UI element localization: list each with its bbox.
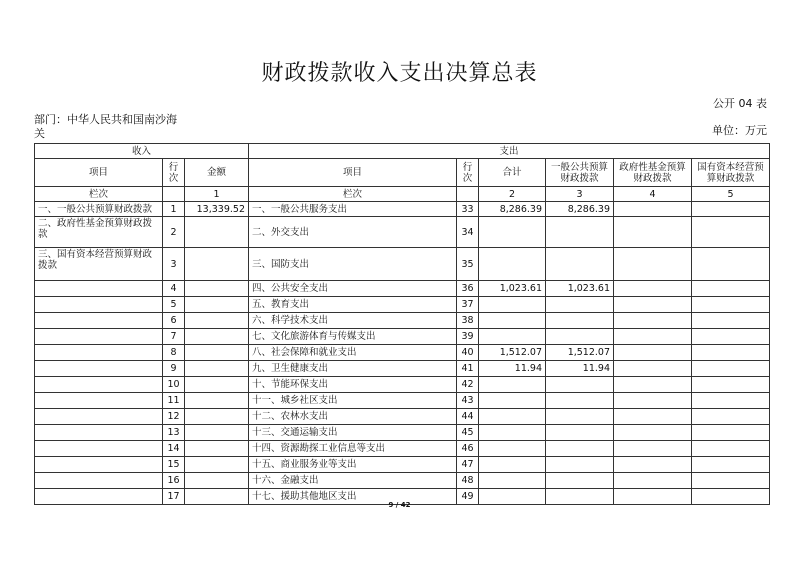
income-amount — [185, 457, 249, 473]
table-row — [35, 409, 770, 425]
income-row-no: 5 — [163, 297, 185, 313]
income-amount — [185, 281, 249, 297]
income-amount: 13,339.52 — [185, 202, 249, 217]
gov-fund-amount — [614, 425, 692, 441]
col-4: 4 — [614, 187, 692, 202]
expense-row-no-header: 行次 — [457, 159, 479, 187]
table-row — [35, 393, 770, 409]
general-budget-amount — [546, 409, 614, 425]
expense-item: 十二、农林水支出 — [249, 409, 457, 425]
income-item-header: 项目 — [35, 159, 163, 187]
income-item: 三、国有资本经营预算财政拨款 — [35, 248, 163, 281]
total-amount — [479, 297, 546, 313]
expense-row-no: 40 — [457, 345, 479, 361]
income-amount — [185, 313, 249, 329]
expense-item: 五、教育支出 — [249, 297, 457, 313]
expense-item: 十六、金融支出 — [249, 473, 457, 489]
income-item — [35, 457, 163, 473]
state-capital-amount — [692, 425, 770, 441]
expense-item: 二、外交支出 — [249, 217, 457, 248]
table-row — [35, 377, 770, 393]
gov-fund-amount — [614, 473, 692, 489]
expense-row-no: 49 — [457, 489, 479, 505]
general-budget-amount — [546, 425, 614, 441]
income-item — [35, 313, 163, 329]
income-item — [35, 409, 163, 425]
col-2: 2 — [479, 187, 546, 202]
table-row — [35, 345, 770, 361]
total-amount: 1,023.61 — [479, 281, 546, 297]
expense-item: 十四、资源勘探工业信息等支出 — [249, 441, 457, 457]
state-capital-amount — [692, 473, 770, 489]
income-amount — [185, 217, 249, 248]
expense-item: 七、文化旅游体育与传媒支出 — [249, 329, 457, 345]
income-row-no: 9 — [163, 361, 185, 377]
general-budget-amount — [546, 441, 614, 457]
expense-row-no: 46 — [457, 441, 479, 457]
table-row — [35, 425, 770, 441]
general-budget-amount — [546, 248, 614, 281]
income-item — [35, 345, 163, 361]
expense-item: 一、一般公共服务支出 — [249, 202, 457, 217]
income-row-no: 6 — [163, 313, 185, 329]
page-number: 9 / 42 — [388, 501, 411, 509]
income-item: 一、一般公共预算财政拨款 — [35, 202, 163, 217]
col-3: 3 — [546, 187, 614, 202]
gov-fund-amount — [614, 297, 692, 313]
gov-fund-amount — [614, 457, 692, 473]
expense-item-header: 项目 — [249, 159, 457, 187]
total-amount: 11.94 — [479, 361, 546, 377]
table-row — [35, 281, 770, 297]
expense-item: 九、卫生健康支出 — [249, 361, 457, 377]
income-item — [35, 281, 163, 297]
general-budget-amount — [546, 377, 614, 393]
state-capital-amount — [692, 441, 770, 457]
gov-fund-amount — [614, 329, 692, 345]
table-row — [35, 361, 770, 377]
state-capital-header: 国有资本经营预算财政拨款 — [692, 159, 770, 187]
expense-row-no: 47 — [457, 457, 479, 473]
income-row-no: 4 — [163, 281, 185, 297]
income-amount-header: 金额 — [185, 159, 249, 187]
general-budget-amount: 8,286.39 — [546, 202, 614, 217]
income-item — [35, 361, 163, 377]
table-row — [35, 329, 770, 345]
gov-fund-amount — [614, 217, 692, 248]
total-amount — [479, 441, 546, 457]
expense-item: 三、国防支出 — [249, 248, 457, 281]
col-blank — [163, 187, 185, 202]
expense-item: 八、社会保障和就业支出 — [249, 345, 457, 361]
state-capital-amount — [692, 409, 770, 425]
state-capital-amount — [692, 345, 770, 361]
expense-item: 十三、交通运输支出 — [249, 425, 457, 441]
total-amount — [479, 473, 546, 489]
expense-row-no: 41 — [457, 361, 479, 377]
gov-fund-amount — [614, 377, 692, 393]
income-item — [35, 473, 163, 489]
col-label: 栏次 — [35, 187, 163, 202]
expense-row-no: 34 — [457, 217, 479, 248]
state-capital-amount — [692, 393, 770, 409]
general-budget-amount: 1,512.07 — [546, 345, 614, 361]
expense-header: 支出 — [249, 144, 770, 159]
total-amount — [479, 248, 546, 281]
total-amount — [479, 377, 546, 393]
expense-row-no: 42 — [457, 377, 479, 393]
state-capital-amount — [692, 457, 770, 473]
income-row-no: 10 — [163, 377, 185, 393]
income-row-no: 12 — [163, 409, 185, 425]
total-amount — [479, 393, 546, 409]
income-item — [35, 329, 163, 345]
total-amount: 1,512.07 — [479, 345, 546, 361]
total-amount — [479, 409, 546, 425]
income-row-no: 16 — [163, 473, 185, 489]
state-capital-amount — [692, 297, 770, 313]
income-row-no: 13 — [163, 425, 185, 441]
income-item — [35, 377, 163, 393]
income-row-no: 8 — [163, 345, 185, 361]
income-amount — [185, 248, 249, 281]
income-row-no: 2 — [163, 217, 185, 248]
income-row-no: 3 — [163, 248, 185, 281]
expense-item: 四、公共安全支出 — [249, 281, 457, 297]
total-amount: 8,286.39 — [479, 202, 546, 217]
income-amount — [185, 425, 249, 441]
gov-fund-amount — [614, 409, 692, 425]
state-capital-amount — [692, 361, 770, 377]
income-amount — [185, 361, 249, 377]
income-row-no: 11 — [163, 393, 185, 409]
table-row — [35, 473, 770, 489]
unit-label: 单位：万元 — [712, 124, 767, 137]
general-budget-amount — [546, 393, 614, 409]
income-amount — [185, 345, 249, 361]
income-amount — [185, 393, 249, 409]
expense-row-no: 35 — [457, 248, 479, 281]
income-row-no: 17 — [163, 489, 185, 505]
expense-row-no: 37 — [457, 297, 479, 313]
expense-row-no: 45 — [457, 425, 479, 441]
income-amount — [185, 297, 249, 313]
total-amount — [479, 313, 546, 329]
table-row — [35, 457, 770, 473]
income-amount — [185, 473, 249, 489]
income-amount — [185, 441, 249, 457]
income-row-no: 1 — [163, 202, 185, 217]
general-budget-amount: 1,023.61 — [546, 281, 614, 297]
state-capital-amount — [692, 217, 770, 248]
general-budget-amount: 11.94 — [546, 361, 614, 377]
total-header: 合计 — [479, 159, 546, 187]
state-capital-amount — [692, 377, 770, 393]
page-title: 财政拨款收入支出决算总表 — [261, 61, 538, 86]
table-row — [35, 441, 770, 457]
income-header: 收入 — [35, 144, 249, 159]
table-row — [35, 313, 770, 329]
gov-fund-amount — [614, 281, 692, 297]
income-amount — [185, 329, 249, 345]
gov-fund-amount — [614, 361, 692, 377]
expense-row-no: 44 — [457, 409, 479, 425]
state-capital-amount — [692, 281, 770, 297]
income-amount — [185, 377, 249, 393]
fiscal-summary-table — [34, 143, 770, 505]
expense-item: 十、节能环保支出 — [249, 377, 457, 393]
general-budget-amount — [546, 457, 614, 473]
income-row-no: 14 — [163, 441, 185, 457]
table-row — [35, 217, 770, 248]
expense-item: 六、科学技术支出 — [249, 313, 457, 329]
expense-item: 十五、商业服务业等支出 — [249, 457, 457, 473]
income-item: 二、政府性基金预算财政拨款 — [35, 217, 163, 248]
general-budget-amount — [546, 217, 614, 248]
total-amount — [479, 425, 546, 441]
income-item — [35, 425, 163, 441]
expense-item: 十一、城乡社区支出 — [249, 393, 457, 409]
expense-row-no: 39 — [457, 329, 479, 345]
expense-row-no: 36 — [457, 281, 479, 297]
expense-row-no: 33 — [457, 202, 479, 217]
general-budget-amount — [546, 473, 614, 489]
gov-fund-amount — [614, 248, 692, 281]
general-budget-header: 一般公共预算财政拨款 — [546, 159, 614, 187]
income-row-no-header: 行次 — [163, 159, 185, 187]
state-capital-amount — [692, 248, 770, 281]
form-code: 公开 04 表 — [713, 97, 767, 110]
gov-fund-header: 政府性基金预算财政拨款 — [614, 159, 692, 187]
state-capital-amount — [692, 329, 770, 345]
general-budget-amount — [546, 329, 614, 345]
gov-fund-amount — [614, 202, 692, 217]
income-item — [35, 441, 163, 457]
gov-fund-amount — [614, 441, 692, 457]
col-5: 5 — [692, 187, 770, 202]
state-capital-amount — [692, 202, 770, 217]
income-item — [35, 297, 163, 313]
state-capital-amount — [692, 313, 770, 329]
expense-item: 十七、援助其他地区支出 — [249, 489, 457, 505]
department-label: 部门：中华人民共和国南沙海关 — [34, 113, 177, 140]
table-row — [35, 248, 770, 281]
gov-fund-amount — [614, 393, 692, 409]
col-1: 1 — [185, 187, 249, 202]
col-blank-2 — [457, 187, 479, 202]
col-label-2: 栏次 — [249, 187, 457, 202]
income-item — [35, 393, 163, 409]
table-row — [35, 202, 770, 217]
gov-fund-amount — [614, 345, 692, 361]
table-row — [35, 297, 770, 313]
expense-row-no: 38 — [457, 313, 479, 329]
expense-row-no: 43 — [457, 393, 479, 409]
income-row-no: 15 — [163, 457, 185, 473]
total-amount — [479, 329, 546, 345]
total-amount — [479, 457, 546, 473]
general-budget-amount — [546, 313, 614, 329]
general-budget-amount — [546, 297, 614, 313]
gov-fund-amount — [614, 313, 692, 329]
total-amount — [479, 217, 546, 248]
expense-row-no: 48 — [457, 473, 479, 489]
income-amount — [185, 409, 249, 425]
income-row-no: 7 — [163, 329, 185, 345]
